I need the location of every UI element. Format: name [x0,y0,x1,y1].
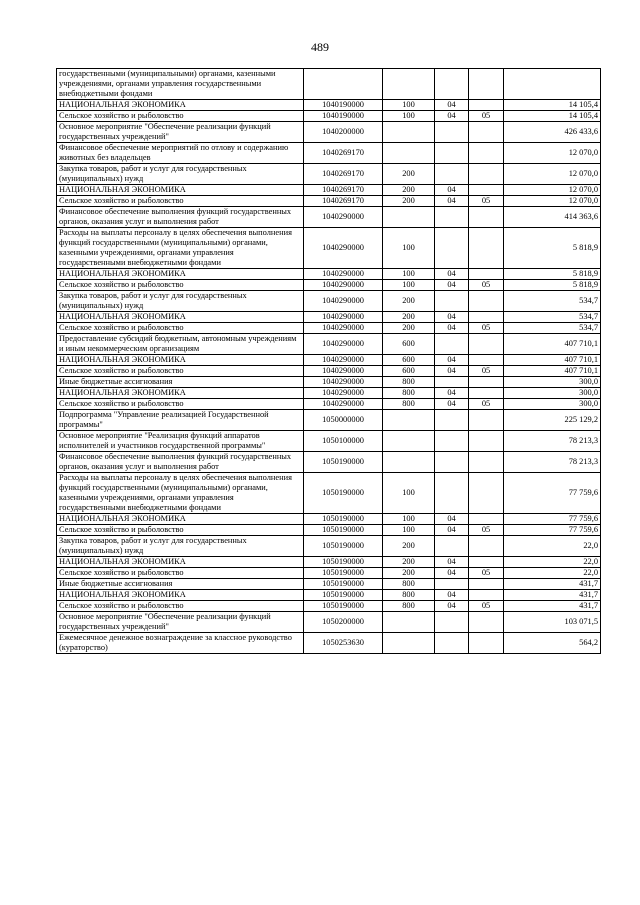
table-row [57,228,601,269]
row-name-cell: НАЦИОНАЛЬНАЯ ЭКОНОМИКА [57,312,304,323]
row-name-cell: Иные бюджетные ассигнования [57,377,304,388]
row-amount-cell: 564,2 [504,633,601,654]
row-name-cell: Основное мероприятие "Реализация функций аппаратов исполнителей и участников государственной программы" [57,431,304,452]
row-code-cell: 1050190000 [304,590,383,601]
row-expense-type-cell [383,122,435,143]
table-row [57,269,601,280]
row-section-cell [435,377,469,388]
table-row [57,366,601,377]
row-subsection-cell [469,633,504,654]
row-expense-type-cell: 200 [383,196,435,207]
row-subsection-cell [469,100,504,111]
row-name-cell: НАЦИОНАЛЬНАЯ ЭКОНОМИКА [57,514,304,525]
table-row [57,473,601,514]
table-row [57,431,601,452]
table-row [57,514,601,525]
row-code-cell: 1040269170 [304,143,383,164]
row-name-cell: Сельское хозяйство и рыболовство [57,568,304,579]
table-row [57,312,601,323]
table-row [57,185,601,196]
row-section-cell: 04 [435,568,469,579]
row-section-cell: 04 [435,312,469,323]
row-amount-cell: 534,7 [504,291,601,312]
row-amount-cell: 22,0 [504,536,601,557]
row-section-cell: 04 [435,185,469,196]
row-expense-type-cell: 200 [383,323,435,334]
row-amount-cell: 5 818,9 [504,280,601,291]
row-expense-type-cell: 100 [383,280,435,291]
row-expense-type-cell: 200 [383,185,435,196]
row-subsection-cell [469,612,504,633]
row-amount-cell: 77 759,6 [504,525,601,536]
row-subsection-cell [469,452,504,473]
row-name-cell: Расходы на выплаты персоналу в целях обеспечения выполнения функций государственными (муниципальными) органами, казенными учреждениями, органами управления государственными внебюджетными фондами [57,473,304,514]
row-expense-type-cell: 600 [383,366,435,377]
row-expense-type-cell [383,452,435,473]
row-subsection-cell [469,269,504,280]
table-row [57,334,601,355]
table-row [57,111,601,122]
row-subsection-cell [469,579,504,590]
row-subsection-cell [469,536,504,557]
row-expense-type-cell: 100 [383,100,435,111]
row-amount-cell: 414 363,6 [504,207,601,228]
row-code-cell: 1050190000 [304,452,383,473]
row-section-cell [435,69,469,100]
row-amount-cell: 534,7 [504,323,601,334]
row-subsection-cell [469,122,504,143]
row-subsection-cell: 05 [469,525,504,536]
row-section-cell [435,410,469,431]
row-expense-type-cell [383,431,435,452]
row-name-cell: НАЦИОНАЛЬНАЯ ЭКОНОМИКА [57,185,304,196]
table-row [57,568,601,579]
row-section-cell: 04 [435,196,469,207]
row-amount-cell [504,69,601,100]
row-name-cell: Финансовое обеспечение выполнения функций государственных органов, оказания услуг и выполнения работ [57,207,304,228]
row-expense-type-cell: 200 [383,536,435,557]
table-row [57,557,601,568]
row-subsection-cell [469,557,504,568]
table-row [57,399,601,410]
row-amount-cell: 5 818,9 [504,269,601,280]
table-row [57,69,601,100]
row-code-cell: 1050190000 [304,536,383,557]
table-row [57,291,601,312]
row-code-cell: 1050190000 [304,473,383,514]
row-subsection-cell [469,590,504,601]
table-row [57,601,601,612]
row-subsection-cell: 05 [469,399,504,410]
row-name-cell: Сельское хозяйство и рыболовство [57,111,304,122]
row-code-cell: 1050190000 [304,579,383,590]
row-amount-cell: 225 129,2 [504,410,601,431]
row-expense-type-cell: 100 [383,228,435,269]
row-subsection-cell [469,207,504,228]
row-subsection-cell [469,143,504,164]
row-section-cell: 04 [435,557,469,568]
row-code-cell: 1040290000 [304,355,383,366]
row-section-cell [435,431,469,452]
budget-table-body [57,69,601,654]
row-name-cell: Финансовое обеспечение выполнения функций государственных органов, оказания услуг и выполнения работ [57,452,304,473]
row-amount-cell: 300,0 [504,388,601,399]
row-amount-cell: 12 070,0 [504,196,601,207]
row-section-cell [435,122,469,143]
row-subsection-cell: 05 [469,280,504,291]
budget-table [56,68,601,654]
table-row [57,196,601,207]
row-code-cell: 1040269170 [304,196,383,207]
row-amount-cell: 22,0 [504,568,601,579]
row-amount-cell: 407 710,1 [504,334,601,355]
row-expense-type-cell: 800 [383,590,435,601]
row-name-cell: Сельское хозяйство и рыболовство [57,525,304,536]
row-code-cell: 1040190000 [304,111,383,122]
row-code-cell: 1040290000 [304,334,383,355]
row-code-cell: 1050000000 [304,410,383,431]
row-amount-cell: 534,7 [504,312,601,323]
row-subsection-cell: 05 [469,196,504,207]
table-row [57,207,601,228]
row-section-cell: 04 [435,399,469,410]
row-amount-cell: 431,7 [504,601,601,612]
row-expense-type-cell: 600 [383,334,435,355]
row-section-cell [435,228,469,269]
table-row [57,100,601,111]
row-section-cell: 04 [435,525,469,536]
row-name-cell: Расходы на выплаты персоналу в целях обеспечения выполнения функций государственными (муниципальными) органами, казенными учреждениями, органами управления государственными внебюджетными фондами [57,228,304,269]
row-amount-cell: 300,0 [504,377,601,388]
row-expense-type-cell: 200 [383,568,435,579]
row-amount-cell: 431,7 [504,590,601,601]
row-expense-type-cell [383,143,435,164]
row-amount-cell: 426 433,6 [504,122,601,143]
row-section-cell: 04 [435,601,469,612]
table-row [57,633,601,654]
row-code-cell [304,69,383,100]
row-amount-cell: 78 213,3 [504,431,601,452]
row-amount-cell: 103 071,5 [504,612,601,633]
row-expense-type-cell: 100 [383,269,435,280]
row-section-cell: 04 [435,269,469,280]
row-name-cell: Сельское хозяйство и рыболовство [57,323,304,334]
row-expense-type-cell [383,633,435,654]
row-code-cell: 1050190000 [304,525,383,536]
row-subsection-cell: 05 [469,323,504,334]
row-name-cell: Подпрограмма "Управление реализацией Государственной программы" [57,410,304,431]
row-subsection-cell [469,164,504,185]
row-code-cell: 1040290000 [304,388,383,399]
page-number: 489 [311,40,329,54]
row-code-cell: 1050190000 [304,557,383,568]
row-expense-type-cell: 800 [383,579,435,590]
row-section-cell: 04 [435,323,469,334]
row-section-cell [435,291,469,312]
row-name-cell: Основное мероприятие "Обеспечение реализации функций государственных учреждений" [57,612,304,633]
row-expense-type-cell [383,207,435,228]
row-section-cell [435,143,469,164]
row-expense-type-cell: 100 [383,473,435,514]
row-code-cell: 1040290000 [304,366,383,377]
row-section-cell: 04 [435,366,469,377]
row-code-cell: 1040290000 [304,280,383,291]
row-expense-type-cell: 100 [383,525,435,536]
row-subsection-cell [469,473,504,514]
row-code-cell: 1040290000 [304,399,383,410]
row-amount-cell: 78 213,3 [504,452,601,473]
row-subsection-cell [469,431,504,452]
row-section-cell [435,633,469,654]
row-code-cell: 1050100000 [304,431,383,452]
row-section-cell [435,536,469,557]
row-expense-type-cell: 800 [383,601,435,612]
row-name-cell: Сельское хозяйство и рыболовство [57,196,304,207]
table-row [57,143,601,164]
row-amount-cell: 407 710,1 [504,355,601,366]
row-subsection-cell [469,312,504,323]
row-amount-cell: 12 070,0 [504,164,601,185]
table-row [57,410,601,431]
table-row [57,536,601,557]
row-section-cell: 04 [435,590,469,601]
row-code-cell: 1040290000 [304,291,383,312]
table-row [57,323,601,334]
row-section-cell: 04 [435,280,469,291]
row-subsection-cell [469,388,504,399]
row-amount-cell: 431,7 [504,579,601,590]
table-row [57,280,601,291]
row-subsection-cell: 05 [469,366,504,377]
row-expense-type-cell [383,69,435,100]
row-name-cell: государственными (муниципальными) органами, казенными учреждениями, органами управления государственными внебюджетными фондами [57,69,304,100]
row-section-cell: 04 [435,100,469,111]
row-section-cell [435,473,469,514]
row-name-cell: НАЦИОНАЛЬНАЯ ЭКОНОМИКА [57,355,304,366]
row-amount-cell: 12 070,0 [504,143,601,164]
row-expense-type-cell [383,410,435,431]
row-subsection-cell [469,355,504,366]
table-row [57,525,601,536]
row-amount-cell: 77 759,6 [504,473,601,514]
table-row [57,452,601,473]
row-subsection-cell [469,514,504,525]
row-name-cell: НАЦИОНАЛЬНАЯ ЭКОНОМИКА [57,590,304,601]
row-amount-cell: 14 105,4 [504,111,601,122]
row-name-cell: НАЦИОНАЛЬНАЯ ЭКОНОМИКА [57,388,304,399]
row-subsection-cell: 05 [469,111,504,122]
table-row [57,164,601,185]
row-expense-type-cell: 800 [383,399,435,410]
row-name-cell: Сельское хозяйство и рыболовство [57,366,304,377]
row-code-cell: 1040290000 [304,312,383,323]
row-section-cell: 04 [435,111,469,122]
row-subsection-cell: 05 [469,568,504,579]
row-amount-cell: 300,0 [504,399,601,410]
row-amount-cell: 22,0 [504,557,601,568]
row-section-cell [435,207,469,228]
row-name-cell: Закупка товаров, работ и услуг для государственных (муниципальных) нужд [57,291,304,312]
table-row [57,590,601,601]
row-subsection-cell [469,69,504,100]
row-name-cell: НАЦИОНАЛЬНАЯ ЭКОНОМИКА [57,557,304,568]
row-name-cell: Закупка товаров, работ и услуг для государственных (муниципальных) нужд [57,164,304,185]
row-code-cell: 1050190000 [304,601,383,612]
row-amount-cell: 12 070,0 [504,185,601,196]
table-row [57,122,601,143]
row-code-cell: 1040290000 [304,228,383,269]
row-amount-cell: 77 759,6 [504,514,601,525]
row-name-cell: Сельское хозяйство и рыболовство [57,601,304,612]
row-section-cell [435,452,469,473]
row-expense-type-cell: 800 [383,377,435,388]
row-section-cell [435,579,469,590]
row-subsection-cell [469,291,504,312]
row-name-cell: Ежемесячное денежное вознаграждение за классное руководство (кураторство) [57,633,304,654]
row-amount-cell: 407 710,1 [504,366,601,377]
table-row [57,388,601,399]
row-section-cell [435,164,469,185]
row-subsection-cell [469,228,504,269]
row-subsection-cell [469,185,504,196]
row-subsection-cell [469,410,504,431]
row-subsection-cell: 05 [469,601,504,612]
row-code-cell: 1040190000 [304,100,383,111]
row-code-cell: 1050190000 [304,568,383,579]
row-expense-type-cell: 200 [383,557,435,568]
row-code-cell: 1040290000 [304,269,383,280]
row-name-cell: НАЦИОНАЛЬНАЯ ЭКОНОМИКА [57,100,304,111]
row-name-cell: Финансовое обеспечение мероприятий по отлову и содержанию животных без владельцев [57,143,304,164]
row-name-cell: Предоставление субсидий бюджетным, автономным учреждениям и иным некоммерческим организациям [57,334,304,355]
row-expense-type-cell: 800 [383,388,435,399]
row-section-cell: 04 [435,355,469,366]
row-expense-type-cell: 100 [383,514,435,525]
table-row [57,355,601,366]
row-code-cell: 1040269170 [304,164,383,185]
row-expense-type-cell: 100 [383,111,435,122]
row-code-cell: 1040200000 [304,122,383,143]
row-name-cell: Сельское хозяйство и рыболовство [57,399,304,410]
row-name-cell: Закупка товаров, работ и услуг для государственных (муниципальных) нужд [57,536,304,557]
row-code-cell: 1050253630 [304,633,383,654]
row-section-cell [435,612,469,633]
row-expense-type-cell [383,612,435,633]
row-code-cell: 1040290000 [304,207,383,228]
row-name-cell: Сельское хозяйство и рыболовство [57,280,304,291]
row-amount-cell: 14 105,4 [504,100,601,111]
table-row [57,579,601,590]
row-code-cell: 1050200000 [304,612,383,633]
table-row [57,377,601,388]
row-name-cell: Иные бюджетные ассигнования [57,579,304,590]
row-code-cell: 1040269170 [304,185,383,196]
row-code-cell: 1050190000 [304,514,383,525]
table-row [57,612,601,633]
row-expense-type-cell: 600 [383,355,435,366]
row-section-cell [435,334,469,355]
row-code-cell: 1040290000 [304,377,383,388]
row-name-cell: Основное мероприятие "Обеспечение реализации функций государственных учреждений" [57,122,304,143]
row-subsection-cell [469,334,504,355]
row-section-cell: 04 [435,388,469,399]
row-amount-cell: 5 818,9 [504,228,601,269]
row-expense-type-cell: 200 [383,291,435,312]
row-section-cell: 04 [435,514,469,525]
row-subsection-cell [469,377,504,388]
row-expense-type-cell: 200 [383,312,435,323]
row-code-cell: 1040290000 [304,323,383,334]
row-name-cell: НАЦИОНАЛЬНАЯ ЭКОНОМИКА [57,269,304,280]
row-expense-type-cell: 200 [383,164,435,185]
